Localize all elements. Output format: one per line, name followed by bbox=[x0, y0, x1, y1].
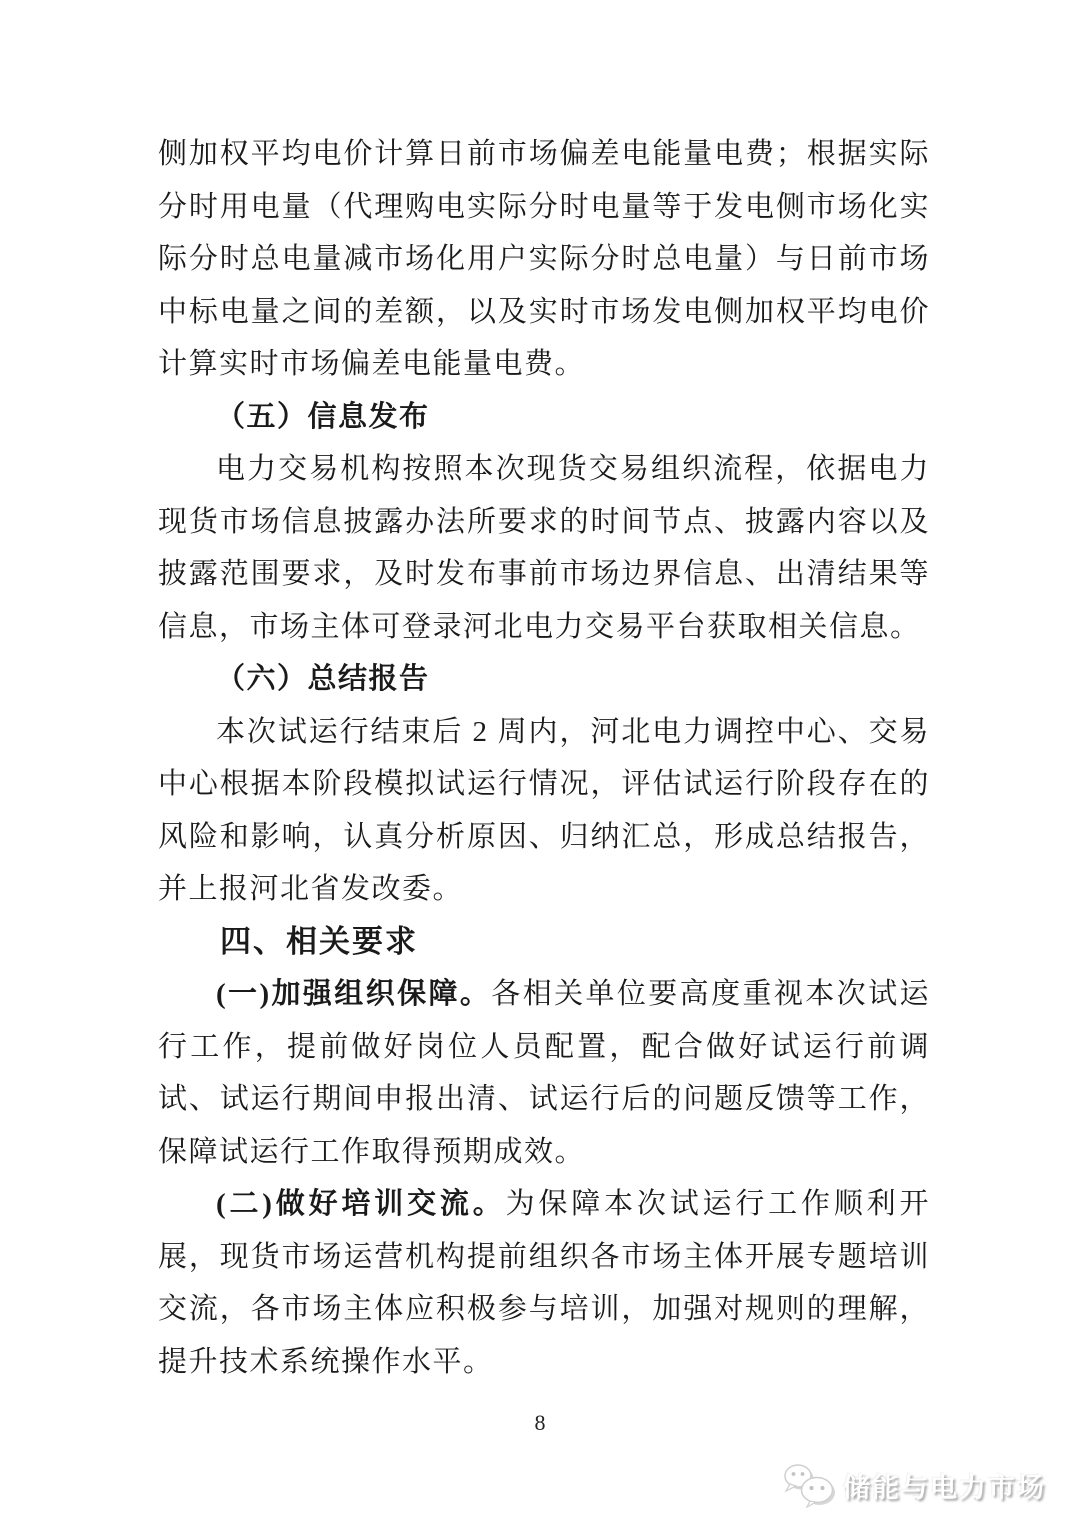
requirement-1-body: 各相关单位要高度重视本次试运行工作，提前做好岗位人员配置，配合做好试运行前调试、试运行期间申报出清、试运行后的问题反馈等工作，保障试运行工作取得预期成效。 bbox=[158, 978, 930, 1168]
requirement-1-lead: (一)加强组织保障。 bbox=[216, 978, 492, 1010]
document-content bbox=[158, 128, 930, 1388]
requirement-paragraph-2 bbox=[158, 1178, 930, 1388]
page-number: 8 bbox=[534, 1410, 546, 1435]
watermark bbox=[783, 1462, 1046, 1508]
paragraph-continuation: 侧加权平均电价计算日前市场偏差电能量电费；根据实际分时用电量（代理购电实际分时电量等于发电侧市场化实际分时总电量减市场化用户实际分时总电量）与日前市场中标电量之间的差额，以及实时市场发电侧加权平均电价计算实时市场偏差电能量电费。 bbox=[158, 138, 930, 380]
wechat-icon bbox=[783, 1462, 835, 1508]
chapter-heading-4: 四、相关要求 bbox=[220, 923, 418, 959]
section-6-paragraph: 本次试运行结束后 2 周内，河北电力调控中心、交易中心根据本阶段模拟试运行情况，评估试运行阶段存在的风险和影响，认真分析原因、归纳汇总，形成总结报告，并上报河北省发改委。 bbox=[158, 715, 930, 905]
section-heading-5: （五）信息发布 bbox=[216, 400, 430, 433]
section-5-paragraph: 电力交易机构按照本次现货交易组织流程，依据电力现货市场信息披露办法所要求的时间节点、披露内容以及披露范围要求，及时发布事前市场边界信息、出清结果等信息，市场主体可登录河北电力交易平台获取相关信息。 bbox=[158, 453, 930, 643]
watermark-label: 储能与电力市场 bbox=[843, 1472, 1046, 1503]
requirement-2-lead: (二)做好培训交流。 bbox=[216, 1188, 506, 1220]
section-heading-6: （六）总结报告 bbox=[216, 663, 430, 695]
requirement-2-body: 为保障本次试运行工作顺利开展，现货市场运营机构提前组织各市场主体开展专题培训交流，各市场主体应积极参与培训，加强对规则的理解，提升技术系统操作水平。 bbox=[158, 1188, 930, 1378]
requirement-paragraph-1 bbox=[158, 968, 930, 1178]
